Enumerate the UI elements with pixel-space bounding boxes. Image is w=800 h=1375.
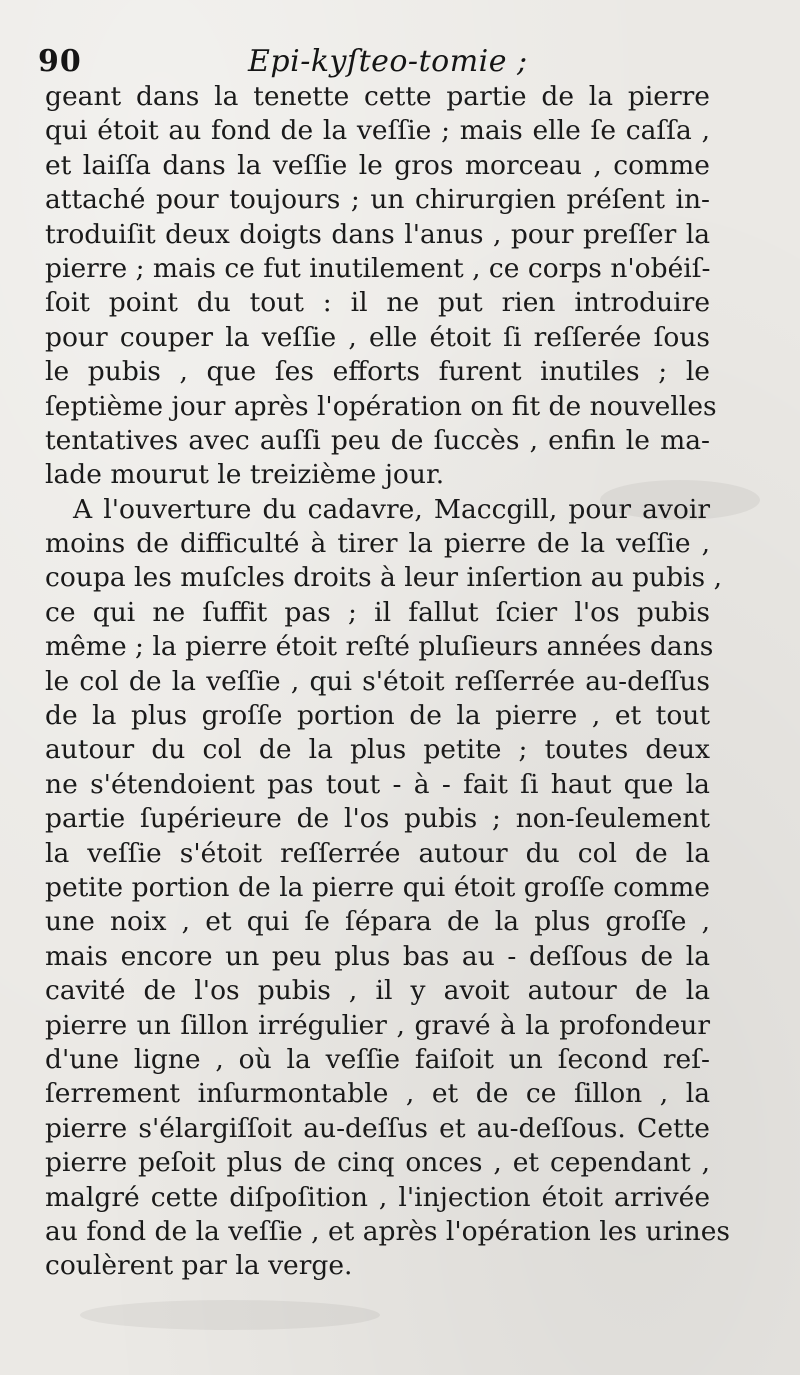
text-line: pour couper la veſſie , elle étoit ſi reſſerée ſous <box>45 321 710 353</box>
text-line: ſeptième jour après l'opération on fit de nouvelles <box>45 390 717 422</box>
text-line: malgré cette diſpoſition , l'injection étoit arrivée <box>45 1181 710 1213</box>
text-line: A l'ouverture du cadavre, Maccgill, pour avoir <box>73 493 710 525</box>
body-text <box>45 80 731 1284</box>
text-line: mais encore un peu plus bas au - deſſous de la <box>45 940 710 972</box>
text-line: ne s'étendoient pas tout - à - fait ſi haut que la <box>45 768 710 800</box>
text-line: le col de la veſſie , qui s'étoit reſſerrée au-deſſus <box>45 665 710 697</box>
text-line: cavité de l'os pubis , il y avoit autour de la <box>45 975 710 1007</box>
page-number: 90 <box>38 44 82 79</box>
text-line: de la plus groſſe portion de la pierre , et tout <box>45 700 710 732</box>
text-line: et laiſſa dans la veſſie le gros morceau , comme <box>45 149 710 181</box>
text-line: pierre s'élargiſſoit au-deſſus et au-deſſous. Cette <box>45 1112 710 1144</box>
text-line: partie ſupérieure de l'os pubis ; non-ſeulement <box>45 803 710 835</box>
text-line: tentatives avec auſſi peu de ſuccès , enfin le ma- <box>45 424 710 456</box>
text-line: même ; la pierre étoit reſté pluſieurs années dans <box>45 631 714 663</box>
text-line: coupa les muſcles droits à leur inſertion au pubis , <box>45 562 723 594</box>
text-line: pierre ; mais ce fut inutilement , ce corps n'obéiſ- <box>45 252 711 284</box>
paper-stain <box>600 480 760 520</box>
paper-stain <box>80 1300 380 1330</box>
text-line: petite portion de la pierre qui étoit groſſe comme <box>45 871 710 903</box>
text-line: le pubis , que ſes efforts furent inutiles ; le <box>45 356 710 388</box>
text-line: troduiſit deux doigts dans l'anus , pour preſſer la <box>45 218 710 250</box>
paragraph-1 <box>45 80 717 493</box>
text-line: coulèrent par la verge. <box>45 1250 353 1282</box>
text-line: une noix , et qui ſe ſépara de la plus groſſe , <box>45 906 710 938</box>
text-line: geant dans la tenette cette partie de la pierre <box>45 81 710 112</box>
text-line: ſoit point du tout : il ne put rien introduire <box>45 287 710 319</box>
text-line: autour du col de la plus petite ; toutes deux <box>45 734 710 766</box>
text-line: au fond de la veſſie , et après l'opération les urines <box>45 1215 731 1247</box>
text-line: ſerrement inſurmontable , et de ce ſillon , la <box>45 1078 710 1110</box>
text-line: qui étoit au fond de la veſſie ; mais elle ſe caſſa , <box>45 115 710 147</box>
running-head: Epi-kyſteo-tomie ; <box>248 44 528 79</box>
paragraph-2 <box>45 493 731 1284</box>
text-line: lade mourut le treizième jour. <box>45 459 445 491</box>
text-line: pierre peſoit plus de cinq onces , et cependant , <box>45 1147 710 1179</box>
text-line: ce qui ne ſuffit pas ; il fallut ſcier l'os pubis <box>45 596 710 628</box>
text-line: pierre un ſillon irrégulier , gravé à la profondeur <box>45 1009 710 1041</box>
text-line: d'une ligne , où la veſſie faiſoit un ſecond reſ- <box>45 1043 710 1075</box>
text-line: la veſſie s'étoit reſſerrée autour du col de la <box>45 837 710 869</box>
text-line: moins de difficulté à tirer la pierre de la veſſie , <box>45 528 710 560</box>
text-line: attaché pour toujours ; un chirurgien préſent in- <box>45 184 710 216</box>
